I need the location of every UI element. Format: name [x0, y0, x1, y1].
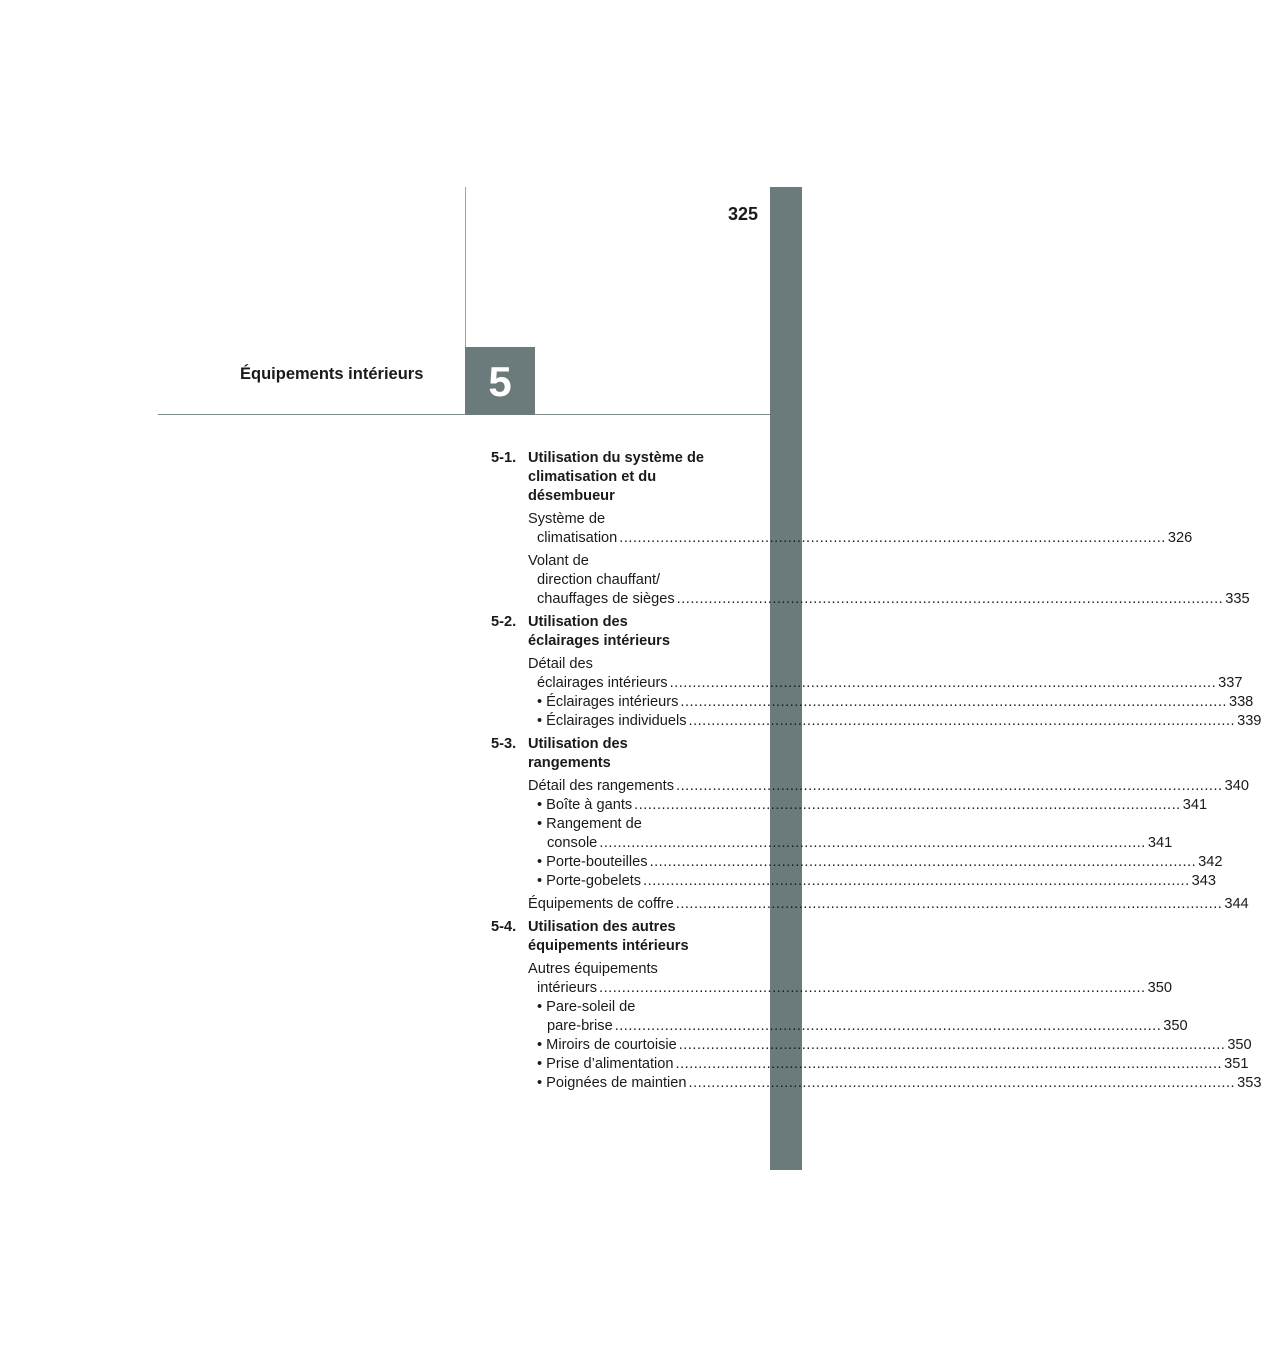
toc-entry-text: • Éclairages intérieurs	[537, 694, 679, 710]
toc-entry-line[interactable]	[528, 834, 1173, 853]
page-number: 325	[727, 204, 758, 224]
dot-leader: ........................................................................................................................	[599, 835, 1146, 851]
toc-section-title	[528, 735, 741, 773]
toc-entry-line-text: Autres équipements	[528, 961, 658, 977]
toc-entry-line[interactable]	[528, 712, 1261, 731]
toc-page-number: 350	[1163, 1018, 1188, 1034]
toc-section	[491, 613, 1261, 731]
toc-entry-text: • Éclairages individuels	[537, 713, 687, 729]
toc-page-number: 337	[1218, 675, 1243, 691]
toc-page-number: 344	[1224, 896, 1249, 912]
dot-leader: ........................................................................................................................	[675, 1056, 1223, 1072]
toc-page-number: 339	[1237, 713, 1261, 729]
dot-leader: ........................................................................................................................	[619, 530, 1166, 546]
toc-section-title-line: Utilisation des autres	[528, 919, 676, 935]
toc-entry-line-text: Détail des	[528, 656, 593, 672]
dot-leader: ........................................................................................................................	[614, 1018, 1162, 1034]
toc-page-number: 326	[1167, 530, 1193, 546]
toc-entry-line[interactable]	[528, 1017, 1188, 1036]
toc-section-heading[interactable]	[491, 449, 741, 506]
toc-entry-text: climatisation	[537, 530, 618, 546]
toc-entry-text: • Poignées de maintien	[537, 1075, 687, 1091]
toc-entry-line[interactable]	[528, 853, 1223, 872]
toc-section-number: 5-1.	[491, 450, 517, 466]
toc-entry-line[interactable]	[528, 1036, 1252, 1055]
dot-leader: ........................................................................................................................	[676, 591, 1224, 607]
toc-section-title-line: rangements	[528, 755, 611, 771]
toc-page-number: 341	[1147, 835, 1173, 851]
toc-page-number: 338	[1228, 694, 1254, 710]
toc-page-number: 342	[1198, 854, 1223, 870]
toc-entry	[528, 960, 1261, 1093]
toc-section-title-line: Utilisation des	[528, 614, 628, 630]
dot-leader: ........................................................................................................................	[599, 980, 1146, 996]
toc-page-number: 343	[1191, 873, 1217, 889]
chapter-title: Équipements intérieurs	[240, 365, 424, 383]
toc-entry	[528, 895, 1249, 914]
toc-entry-line[interactable]	[528, 693, 1254, 712]
toc-page-number: 353	[1237, 1075, 1261, 1091]
toc-entry-text: • Boîte à gants	[537, 797, 633, 813]
toc-entry-line[interactable]	[528, 777, 1249, 796]
toc-entry-line[interactable]	[528, 895, 1249, 914]
dot-leader: ........................................................................................................................	[688, 713, 1236, 729]
toc-entry-text: console	[547, 835, 598, 851]
toc-entry-text: • Porte-gobelets	[537, 873, 642, 889]
toc-section-heading[interactable]	[491, 918, 741, 956]
toc-entry-text: Détail des rangements	[528, 778, 675, 794]
dot-leader: ........................................................................................................................	[634, 797, 1181, 813]
toc-section	[491, 735, 1249, 914]
toc-sub-entry-line-text: • Pare-soleil de	[537, 999, 636, 1015]
toc-section-heading[interactable]	[491, 735, 741, 773]
toc-entry-line[interactable]	[528, 674, 1243, 693]
toc-section-number: 5-3.	[491, 736, 517, 752]
dot-leader: ........................................................................................................................	[678, 1037, 1226, 1053]
vertical-divider	[465, 187, 466, 347]
toc-section-title-line: éclairages intérieurs	[528, 633, 670, 649]
toc-entry	[528, 510, 1193, 548]
toc-entry-text: • Prise d’alimentation	[537, 1056, 674, 1072]
toc-entry-line-text: Système de	[528, 511, 606, 527]
toc-section-title	[528, 918, 741, 956]
toc-page-number: 335	[1225, 591, 1250, 607]
toc-section-number: 5-2.	[491, 614, 517, 630]
toc-entry-text: • Miroirs de courtoisie	[537, 1037, 677, 1053]
horizontal-divider	[158, 414, 770, 415]
toc-entry-line-text: direction chauffant/	[537, 572, 661, 588]
toc-entry-text: pare-brise	[547, 1018, 613, 1034]
toc-entry-line[interactable]	[528, 590, 1250, 609]
dot-leader: ........................................................................................................................	[676, 778, 1223, 794]
toc-page-number: 341	[1182, 797, 1208, 813]
toc-section-title	[528, 613, 741, 651]
toc-entry	[528, 552, 1250, 609]
toc-section-title	[528, 449, 741, 506]
toc-section-title-line: Utilisation du système de	[528, 450, 704, 466]
toc-entry-line[interactable]	[528, 979, 1172, 998]
toc-entry-line[interactable]	[528, 796, 1208, 815]
toc-page-number: 350	[1227, 1037, 1252, 1053]
toc-section-title-line: Utilisation des	[528, 736, 628, 752]
dot-leader: ........................................................................................................................	[680, 694, 1227, 710]
toc-entry-text: • Porte-bouteilles	[537, 854, 648, 870]
toc-entry	[528, 777, 1249, 891]
dot-leader: ........................................................................................................................	[688, 1075, 1236, 1091]
toc-entry	[528, 655, 1261, 731]
toc-entry-line[interactable]	[528, 1074, 1261, 1093]
toc-entry-line[interactable]	[528, 872, 1217, 891]
dot-leader: ........................................................................................................................	[643, 873, 1190, 889]
toc-sub-entry-line-text: • Rangement de	[537, 816, 642, 832]
table-of-contents	[491, 449, 1261, 1097]
toc-section	[491, 918, 1261, 1093]
toc-page-number: 340	[1224, 778, 1249, 794]
toc-section-title-line: équipements intérieurs	[528, 938, 689, 954]
toc-section	[491, 449, 1250, 609]
toc-entry-text: éclairages intérieurs	[537, 675, 668, 691]
toc-entry-line[interactable]	[528, 1055, 1249, 1074]
chapter-number-box: 5	[465, 347, 535, 415]
toc-section-title-line: climatisation et du	[528, 469, 657, 485]
toc-page-number: 350	[1147, 980, 1172, 996]
toc-section-heading[interactable]	[491, 613, 741, 651]
toc-entry-line-text: Volant de	[528, 553, 589, 569]
toc-section-number: 5-4.	[491, 919, 517, 935]
toc-entry-text: Équipements de coffre	[528, 896, 674, 912]
toc-section-title-line: désembueur	[528, 488, 615, 504]
toc-entry-text: intérieurs	[537, 980, 598, 996]
dot-leader: ........................................................................................................................	[649, 854, 1197, 870]
toc-entry-text: chauffages de sièges	[537, 591, 675, 607]
toc-entry-line[interactable]	[528, 529, 1193, 548]
dot-leader: ........................................................................................................................	[669, 675, 1217, 691]
dot-leader: ........................................................................................................................	[675, 896, 1223, 912]
toc-page-number: 351	[1224, 1056, 1249, 1072]
